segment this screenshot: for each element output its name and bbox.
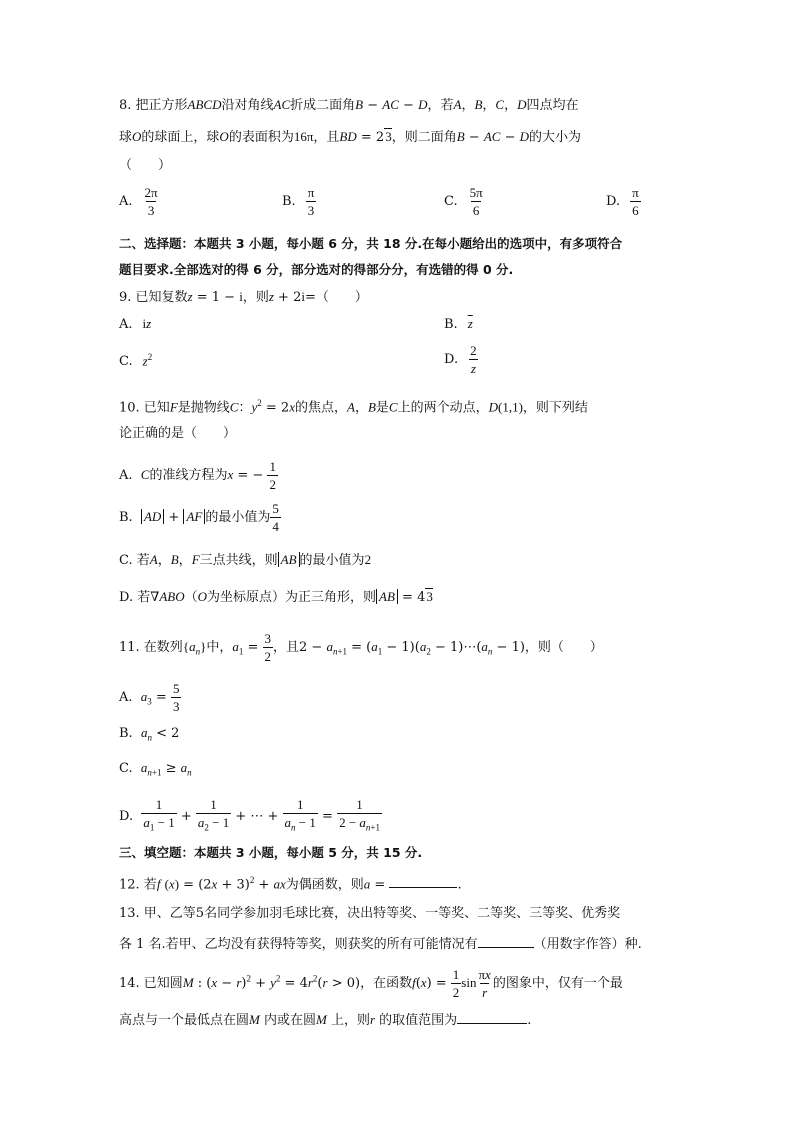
q12: 12. 若f $(x) = (2x + 3)^2$ + ax为偶函数，则a = . <box>119 875 462 893</box>
section3-heading: 三、填空题：本题共 3 小题，每小题 5 分，共 15 分. <box>119 845 423 860</box>
q10-option-c: C. 若A，B，F三点共线，则 AB 的最小值为2 <box>119 552 372 568</box>
q14-line1: 14. 已知圆M : $(x - r)^2 + y^2 = 4r^2(r > 0)$，在函数f(x) = $\frac{1}{2}$ sin $\frac{\pi x}{r}$ 的图象中，仅有一个最 <box>119 967 623 1000</box>
q12-answer-blank[interactable] <box>389 875 457 888</box>
q9-option-b: B. $\overline{z}$ <box>444 316 473 332</box>
q8-line1: 8. 把正方形ABCD沿对角线AC折成二面角B − AC − D，若A，B，C，D四点均在 <box>119 97 579 113</box>
q8-line2: 球O的球面上，球O的表面积为16π，且BD = 23，则二面角B − AC − D的大小为 <box>119 129 582 145</box>
q8-option-b: B. $\frac{\pi}{3}$ <box>282 185 315 218</box>
q9-option-a: A. iz <box>119 316 152 332</box>
q8-option-d: D. $\frac{\pi}{6}$ <box>606 185 639 218</box>
q10-option-a: A. C的准线方程为x = − $\frac{1}{2}$ <box>119 459 276 492</box>
q11-option-b: B. $a_n < 2$ <box>119 725 180 743</box>
q14-answer-blank[interactable] <box>457 1011 527 1024</box>
q8-option-c: C. $\frac{5\pi}{6}$ <box>444 185 483 218</box>
section2-heading-line2: 题目要求.全部选对的得 6 分，部分选对的得部分分，有选错的得 0 分. <box>119 262 514 277</box>
q9-option-d: D. $\frac{2}{z}$ <box>444 343 477 376</box>
q10-option-b: B. AD + AF 的最小值为 $\frac{5}{4}$ <box>119 501 279 534</box>
q13-line2: 各 1 名.若甲、乙均没有获得特等奖，则获奖的所有可能情况有 （用数字作答）种. <box>119 937 642 952</box>
section2-heading-line1: 二、选择题：本题共 3 小题，每小题 6 分，共 18 分.在每小题给出的选项中，有多项符合 <box>119 236 623 251</box>
q14-line2: 高点与一个最低点在圆M 内或在圆M 上，则r 的取值范围为 . <box>119 1012 532 1028</box>
q10-option-d: D. 若∇ABO（O为坐标原点）为正三角形，则 AB = 43 <box>119 589 433 605</box>
q11-option-d: D. $\frac{1}{a_1 - 1}$ + $\frac{1}{a_2 - 1}$ + ⋯ + $\frac{1}{a_n - 1}$ = $\frac{1}{2 - a_{n+1}}$ <box>119 796 382 837</box>
q9-option-c: C. $z^2$ <box>119 352 153 370</box>
q9-stem: 9. 已知复数z = 1 − i，则z + 2i=（ ） <box>119 289 368 305</box>
q11-stem: 11. 在数列$\{a_n\}$中，$a_1$ = $\frac{3}{2}$ ，且$2 - a_{n+1} = (a_1 - 1)(a_2$ − $1)\cdots(a_n - 1)$，则（ ） <box>119 631 603 664</box>
q8-option-a: A. $\frac{2\pi}{3}$ <box>119 185 158 218</box>
q10-line1: 10. 已知F是抛物线C：$y^2 = 2x$的焦点，A，B是C上的两个动点，D(1,1)，则下列结 <box>119 398 588 416</box>
q13-answer-blank[interactable] <box>478 935 534 948</box>
q11-option-c: C. $a_{n+1} \ge a_n$ <box>119 760 192 778</box>
q11-option-a: A. $a_3$ = $\frac{5}{3}$ <box>119 681 180 714</box>
q10-line2: 论正确的是（ ） <box>119 426 237 441</box>
q13-line1: 13. 甲、乙等5名同学参加羽毛球比赛，决出特等奖、一等奖、二等奖、三等奖、优秀奖 <box>119 906 621 921</box>
q8-paren: （ ） <box>119 158 172 173</box>
